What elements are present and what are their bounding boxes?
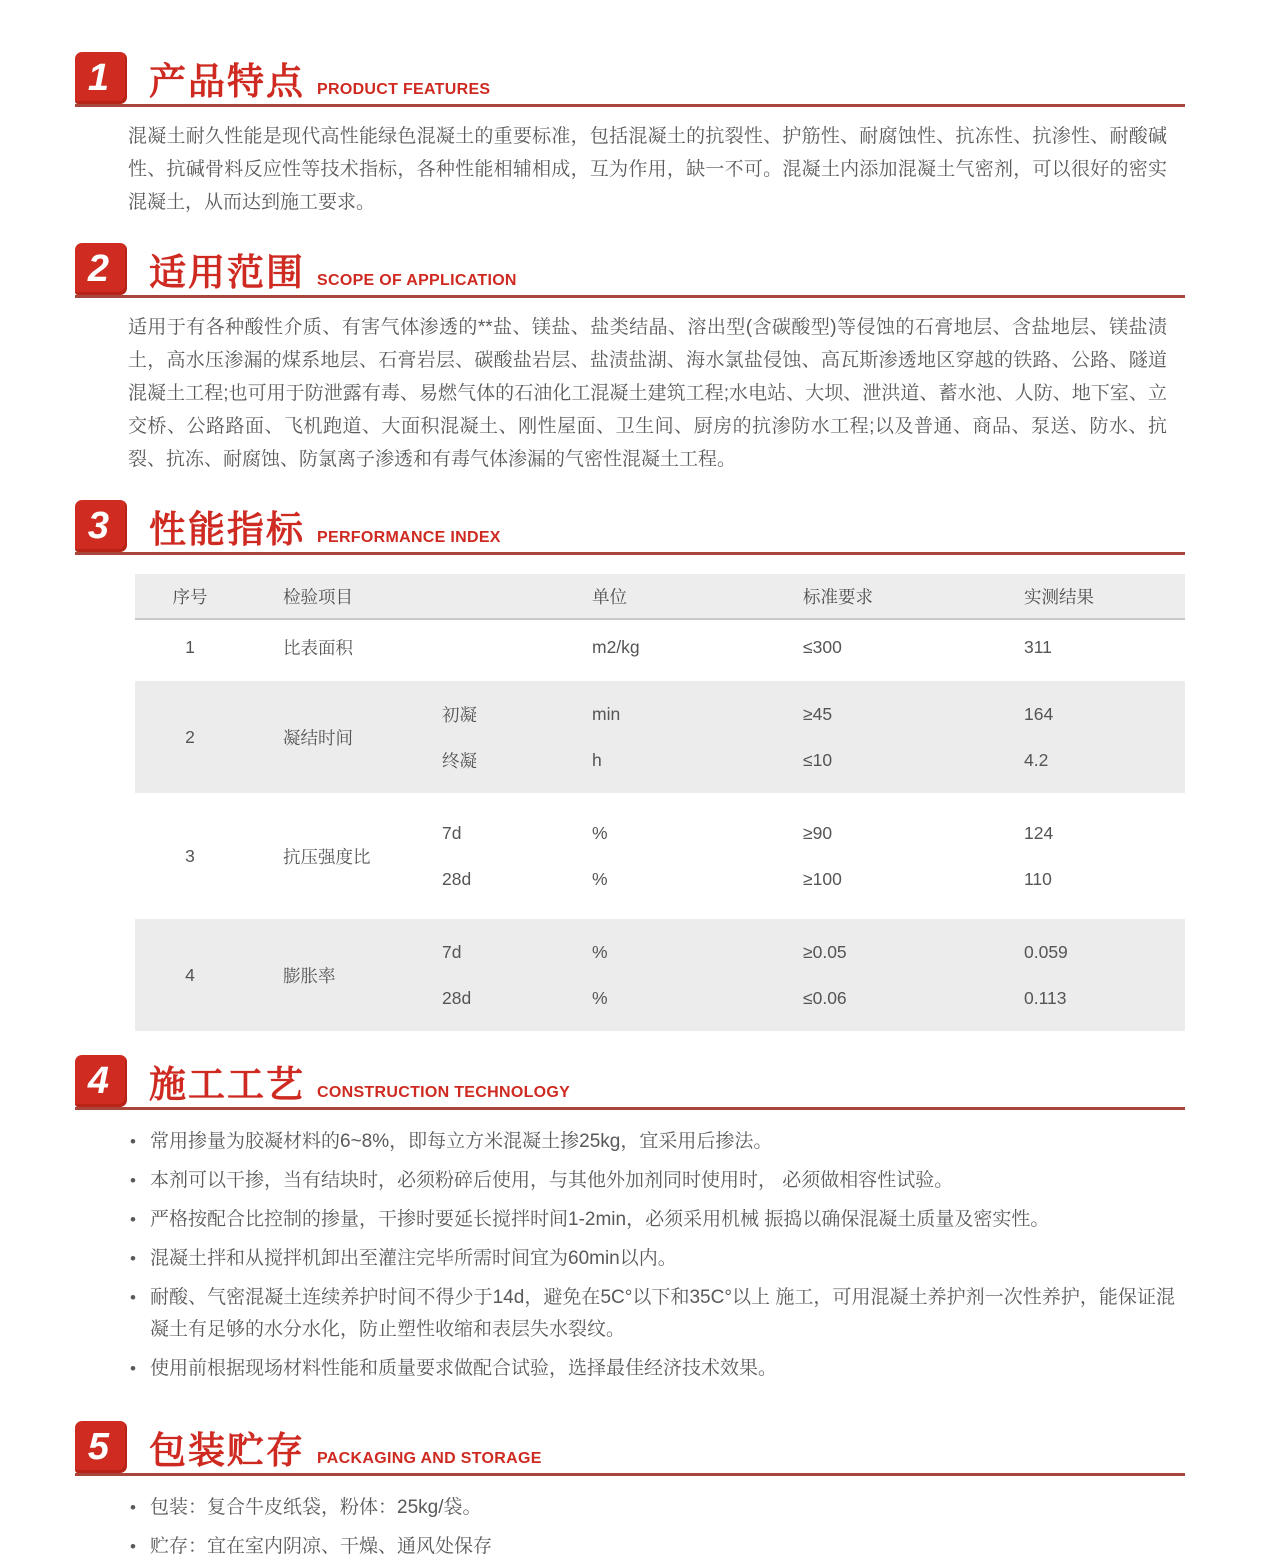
bullet-dot-icon: •: [130, 1288, 136, 1307]
section-header: [75, 1421, 1185, 1476]
section-titles: [149, 254, 517, 295]
table-cell-unit: %: [592, 987, 608, 1008]
section-product-features: [75, 52, 1185, 219]
table-cell-result: 124: [1024, 822, 1054, 843]
section-paragraph: 适用于有各种酸性介质、有害气体渗透的**盐、镁盐、盐类结晶、溶出型(含碳酸型)等侵蚀的石膏地层、含盐地层、镁盐渍土，高水压渗漏的煤系地层、石膏岩层、碳酸盐岩层、盐渍盐湖、海水氯盐侵蚀、高瓦斯渗透地区穿越的铁路、公路、隧道混凝土工程;也可用于防泄露有毒、易燃气体的石油化工混凝土建筑工程;水电站、大坝、泄洪道、蓄水池、人防、地下室、立交桥、公路路面、飞机跑道、大面积混凝土、刚性屋面、卫生间、厨房的抗渗防水工程;以及普通、商品、泵送、防水、抗裂、抗冻、耐腐蚀、防氯离子渗透和有毒气体渗漏的气密性混凝土工程。: [128, 317, 1167, 470]
section-titles: [149, 1432, 542, 1473]
bullet-text: 耐酸、气密混凝土连续养护时间不得少于14d，避免在5C°以下和35C°以上 施工，可用混凝土养护剂一次性养护，能保证混凝土有足够的水分水化，防止塑性收缩和表层失水裂纹。: [150, 1287, 1175, 1340]
table-cell-standard: ≥0.05: [803, 941, 847, 962]
section-title-en: SCOPE OF APPLICATION: [317, 272, 517, 289]
section-title-zh: 施工工艺: [149, 1064, 305, 1105]
section-performance-index: [75, 500, 1185, 1031]
table-cell-unit: min: [592, 703, 621, 724]
section-titles: [149, 511, 501, 552]
bullet-item: [130, 1492, 1175, 1524]
table-header-cell: 标准要求: [803, 586, 873, 607]
section-number-badge: 2: [75, 243, 127, 295]
section-construction-technology: [75, 1055, 1185, 1385]
table-cell-item: 比表面积: [283, 637, 353, 658]
section-title-en: PERFORMANCE INDEX: [317, 529, 501, 546]
table-cell-result: 0.059: [1024, 941, 1068, 962]
table-cell-unit: h: [592, 749, 602, 770]
table-cell-unit: %: [592, 822, 608, 843]
performance-table: [135, 574, 1185, 1031]
section-paragraph: 混凝土耐久性能是现代高性能绿色混凝土的重要标准，包括混凝土的抗裂性、护筋性、耐腐蚀性、抗冻性、抗渗性、耐酸碱性、抗碱骨料反应性等技术指标，各种性能相辅相成，互为作用，缺一不可。混凝土内添加混凝土气密剂，可以很好的密实混凝土，从而达到施工要求。: [128, 126, 1167, 213]
bullet-dot-icon: •: [130, 1359, 136, 1378]
table-row: [135, 800, 1185, 912]
section-titles: [149, 63, 490, 104]
table-cell-no: 2: [185, 726, 195, 747]
bullet-list: [130, 1492, 1175, 1563]
table-cell-no: 1: [185, 636, 195, 657]
table-header-cell: 实测结果: [1024, 586, 1094, 607]
table-cell-sub-label: 7d: [442, 822, 462, 843]
bullet-item: [130, 1353, 1175, 1385]
table-cell-standard: ≤300: [803, 636, 842, 657]
bullet-text: 常用掺量为胶凝材料的6~8%，即每立方米混凝土掺25kg，宜采用后掺法。: [150, 1131, 773, 1152]
table-row: [135, 620, 1185, 674]
bullet-text: 严格按配合比控制的掺量，干掺时要延长搅拌时间1-2min，必须采用机械 振捣以确保混凝土质量及密实性。: [150, 1209, 1050, 1230]
table-cell-standard: ≤10: [803, 749, 833, 770]
section-number-badge: 5: [75, 1421, 127, 1473]
section-title-zh: 包装贮存: [149, 1430, 305, 1471]
section-packaging-and-storage: [75, 1421, 1185, 1563]
table-cell-standard: ≥100: [803, 868, 842, 889]
table-cell-sub-label: 初凝: [442, 704, 477, 725]
bullet-text: 本剂可以干掺，当有结块时，必须粉碎后使用，与其他外加剂同时使用时， 必须做相容性试验。: [150, 1170, 954, 1191]
table-cell-no: 4: [185, 964, 195, 985]
bullet-item: [130, 1204, 1175, 1236]
section-number-badge: 1: [75, 52, 127, 104]
bullet-dot-icon: •: [130, 1249, 136, 1268]
table-cell-unit: %: [592, 941, 608, 962]
section-header: [75, 1055, 1185, 1110]
bullet-dot-icon: •: [130, 1132, 136, 1151]
bullet-list: [130, 1126, 1175, 1385]
section-number-badge: 4: [75, 1055, 127, 1107]
section-title-en: CONSTRUCTION TECHNOLOGY: [317, 1084, 571, 1101]
bullet-item: [130, 1126, 1175, 1158]
table-cell-sub-label: 终凝: [442, 750, 477, 771]
bullet-item: [130, 1243, 1175, 1275]
section-title-zh: 产品特点: [149, 61, 305, 102]
bullet-text: 使用前根据现场材料性能和质量要求做配合试验，选择最佳经济技术效果。: [150, 1358, 778, 1379]
table-header-cell: 序号: [172, 586, 208, 607]
section-scope-of-application: [75, 243, 1185, 476]
section-header: [75, 500, 1185, 555]
table-cell-no: 3: [185, 845, 195, 866]
table-cell-result: 164: [1024, 703, 1054, 724]
bullet-dot-icon: •: [130, 1537, 136, 1556]
table-row: [135, 919, 1185, 1031]
bullet-item: [130, 1165, 1175, 1197]
table-cell-sub-label: 28d: [442, 868, 472, 889]
bullet-dot-icon: •: [130, 1210, 136, 1229]
section-number-badge: 3: [75, 500, 127, 552]
section-title-en: PRODUCT FEATURES: [317, 81, 491, 98]
table-cell-item: 抗压强度比: [283, 846, 371, 867]
table-header-cell: 单位: [592, 586, 627, 607]
table-cell-result: 0.113: [1024, 987, 1067, 1008]
table-cell-standard: ≥45: [803, 703, 833, 724]
table-cell-standard: ≤0.06: [803, 987, 847, 1008]
section-header: [75, 243, 1185, 298]
bullet-item: [130, 1531, 1175, 1563]
table-cell-standard: ≥90: [803, 822, 833, 843]
bullet-dot-icon: •: [130, 1171, 136, 1190]
table-cell-unit: m2/kg: [592, 636, 640, 657]
table-cell-result: 4.2: [1024, 749, 1049, 770]
table-header-cell: 检验项目: [283, 586, 353, 607]
section-titles: [149, 1066, 570, 1107]
section-title-en: PACKAGING AND STORAGE: [317, 1450, 542, 1467]
table-cell-unit: %: [592, 868, 608, 889]
table-cell-item: 凝结时间: [283, 727, 353, 748]
section-title-zh: 适用范围: [149, 252, 305, 293]
table-cell-item: 膨胀率: [283, 965, 336, 986]
section-title-zh: 性能指标: [149, 509, 305, 550]
bullet-text: 包装：复合牛皮纸袋，粉体：25kg/袋。: [150, 1497, 482, 1518]
table-cell-sub-label: 7d: [442, 941, 462, 962]
table-row: [135, 681, 1185, 793]
section-header: [75, 52, 1185, 107]
table-cell-sub-label: [420, 620, 570, 674]
table-cell-sub-label: 28d: [442, 987, 472, 1008]
table-header-row: [135, 574, 1185, 620]
table-cell-result: 110: [1024, 868, 1052, 889]
bullet-text: 贮存：宜在室内阴凉、干燥、通风处保存: [150, 1536, 493, 1557]
bullet-item: [130, 1282, 1175, 1346]
bullet-dot-icon: •: [130, 1498, 136, 1517]
table-cell-result: 311: [1024, 636, 1052, 657]
bullet-text: 混凝土拌和从搅拌机卸出至灌注完毕所需时间宜为60min以内。: [150, 1248, 677, 1269]
